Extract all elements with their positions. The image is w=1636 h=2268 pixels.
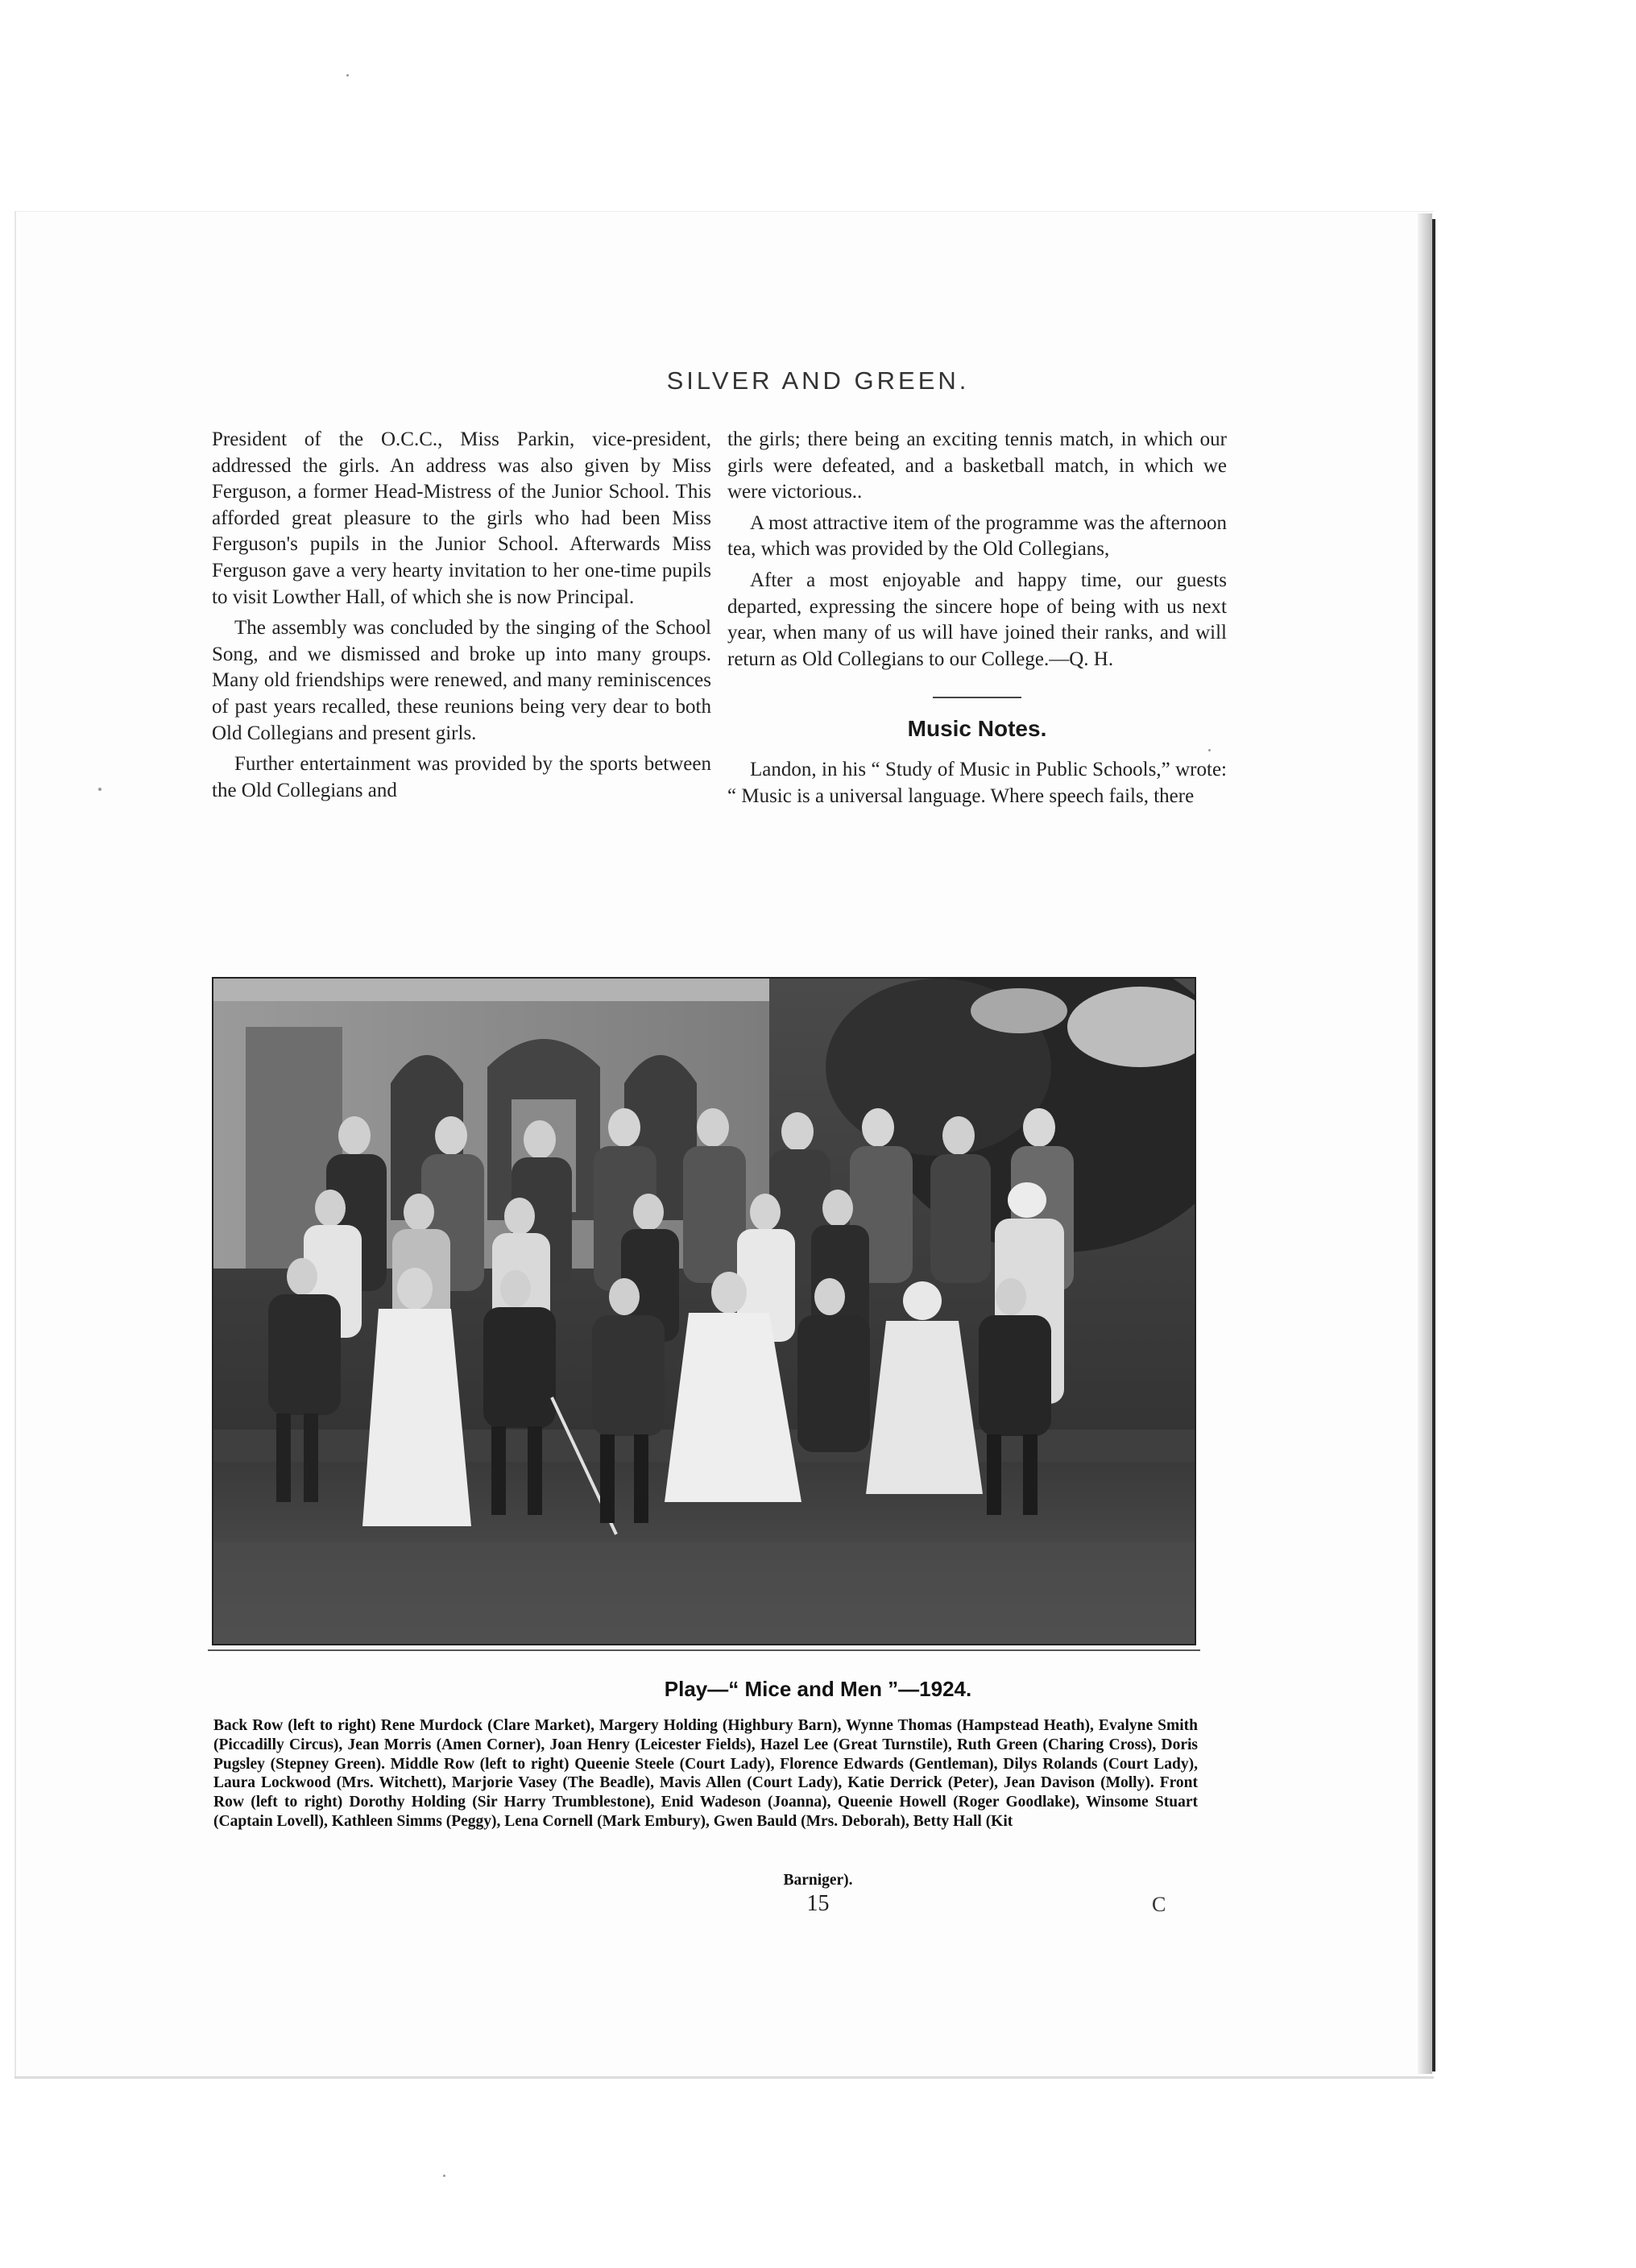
sheet-bottom-edge (14, 2076, 1434, 2079)
photo-illustration (213, 979, 1195, 1644)
right-column (727, 427, 1227, 814)
sheet-edge-shadow (1418, 213, 1432, 2074)
page-number: 15 (806, 1891, 830, 1916)
photo-caption-text: Back Row (left to right) Rene Murdock (Clare Market), Margery Holding (Highbury Barn), Wynne Thomas (Hampstead Heath), Evalyne Smith (Piccadilly Circus), Jean Morris (Amen Corner), Joan Henry (Leicester Fields), Hazel Lee (Great Turnstile), Ruth Green (Charing Cross), Doris Pugsley (Stepney Green). Middle Row (left to right) Queenie Steele (Court Lady), Florence Edwards (Gentleman), Dilys Rolands (Court Lady), Laura Lockwood (Mrs. Witchett), Marjorie Vasey (The Beadle), Mavis Allen (Court Lady), Katie Derrick (Peter), Jean Davison (Molly). Front Row (left to right) Dorothy Holding (Sir Harry Trumblestone), Enid Wadeson (Joanna), Queenie Howell (Roger Goodlake), Winsome Stuart (Captain Lovell), Kathleen Simms (Peggy), Lena Cornell (Mark Embury), Gwen Bauld (Mrs. Deborah), Betty Hall (Kit (213, 1717, 1198, 1830)
section-divider (933, 697, 1021, 698)
photo-caption-title: Play—“ Mice and Men ”—1924. (664, 1677, 972, 1701)
left-column (212, 427, 711, 809)
running-head: SILVER AND GREEN. (666, 366, 970, 395)
paragraph: Landon, in his “ Study of Music in Public Schools,” wrote: “ Music is a universal language. Where speech fails, there (727, 758, 1227, 807)
scan-speck (346, 74, 349, 77)
group-photograph (212, 977, 1196, 1645)
scan-speck (443, 2175, 445, 2177)
photo-rule (208, 1649, 1200, 1651)
paragraph: the girls; there being an exciting tennis match, in which our girls were defeated, and a basketball match, in which we were victorious.. (727, 428, 1227, 503)
music-notes-heading: Music Notes. (907, 716, 1047, 742)
paragraph: President of the O.C.C., Miss Parkin, vice-president, addressed the girls. An address was also given by Miss Ferguson, a former Head-Mistress of the Junior School. This afforded great pleasure to the girls who had been Miss Ferguson's pupils in the Junior School. Afterwards Miss Ferguson gave a very hearty invitation to her one-time pupils to visit Lowther Hall, of which she is now Principal. (212, 428, 711, 608)
paragraph: The assembly was concluded by the singing of the School Song, and we dismissed and broke up into many groups. Many old friendships were renewed, and many reminiscences of past years recalled, these reunions being very dear to both Old Collegians and present girls. (212, 617, 711, 744)
scan-speck (98, 788, 101, 791)
paragraph: After a most enjoyable and happy time, our guests departed, expressing the sincere hope of being with us next year, when many of us will have joined their ranks, and will return as Old Collegians to our College.—Q. H. (727, 569, 1227, 670)
paragraph: Further entertainment was provided by the sports between the Old Collegians and (212, 753, 711, 801)
photo-caption-end: Barniger). (783, 1872, 853, 1889)
sheet-edge (1432, 219, 1435, 2071)
signature-mark: C (1152, 1893, 1166, 1916)
paragraph: A most attractive item of the programme was the afternoon tea, which was provided by the Old Collegians, (727, 511, 1227, 561)
